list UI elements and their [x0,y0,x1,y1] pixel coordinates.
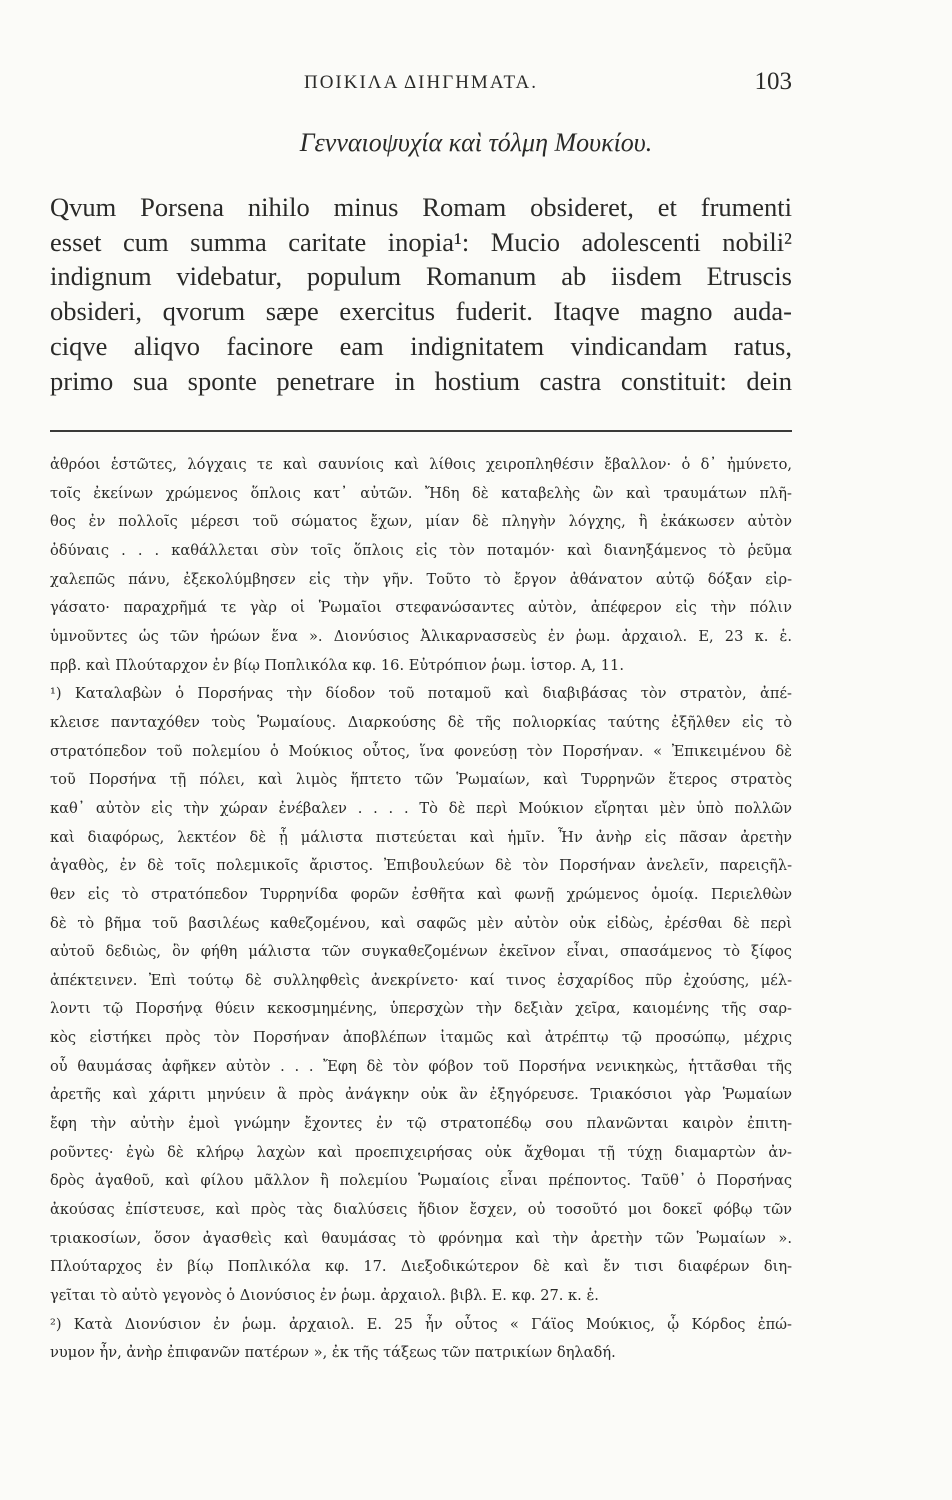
footnote-1-line: καὶ διαφόρως, λεκτέον δὲ ᾗ μάλιστα πιστεύεται καὶ ἡμῖν. Ἦν ἀνὴρ εἰς πᾶσαν ἀρετὴν [50,828,792,846]
footnote-divider [50,430,792,432]
footnote-line: θος ἐν πολλοῖς μέρεσι τοῦ σώματος ἔχων, μίαν δὲ πληγὴν λόγχης, ἣ ἐκάκωσεν αὐτὸν [50,513,792,531]
latin-line: esset cum summa caritate inopia¹: Mucio adolescenti nobili² [50,226,792,257]
footnote-1-line: ἀρετῆς καὶ χάριτι μηνύειν ἃ πρὸς ἀνάγκην οὐκ ἂν ἐξηγόρευσε. Τριακόσιοι γὰρ Ῥωμαίων [50,1086,792,1104]
latin-line: ciqve aliqvo facinore eam indignitatem vindicandam ratus, [50,330,792,361]
footnote-1-line: καθ᾽ αὐτὸν εἰς τὴν χώραν ἐνέβαλεν . . . . Τὸ δὲ περὶ Μούκιον εἴρηται μὲν ὑπὸ πολλῶν [50,799,792,817]
footnote-line: γάσατο· παραχρῆμά τε γὰρ οἱ Ῥωμαῖοι στεφανώσαντες αὐτὸν, ἀπέφερον εἰς τὴν πόλιν [50,599,792,617]
footnote-1-line: αὐτοῦ δεδιὼς, ὃν φήθη μάλιστα τῶν συγκαθεζομένων ἐκεῖνον εἶναι, σπασάμενος τὸ ξίφος [50,943,792,961]
latin-paragraph [50,190,792,398]
footnote-1-line: κὸς εἱστήκει πρὸς τὸν Πορσήναν ἀποβλέπων ἰταμῶς καὶ ἀτρέπτῳ τῷ προσώπῳ, μέχρις [50,1029,792,1047]
footnote-1-line: ἔφη τὴν αὐτὴν ἐμοὶ γνώμην ἔχοντες ἐν τῷ στρατοπέδῳ σου πλανῶνται καιρὸν ἐπιτη- [50,1115,792,1133]
running-title: ΠΟΙΚΙΛΑ ΔΙΗΓΗΜΑΤΑ. [303,72,539,93]
footnote-2-line: ²) Κατὰ Διονύσιον ἐν ῥωμ. ἀρχαιολ. Ε. 25 ἦν οὗτος « Γάϊος Μούκιος, ᾧ Κόρδος ἐπώ- [50,1315,792,1333]
footnote-line: πρβ. καὶ Πλούταρχον ἐν βίῳ Ποπλικόλα κφ. 16. Εὐτρόπιον ῥωμ. ἱστορ. Α, 11. [50,656,624,674]
latin-line: indignum videbatur, populum Romanum ab iisdem Etruscis [50,261,792,292]
footnote-1-line: ἀπέκτεινεν. Ἐπὶ τούτῳ δὲ συλληφθεὶς ἀνεκρίνετο· καί τινος ἐσχαρίδος πῦρ ἐχούσης, μέλ- [50,971,792,989]
footnote-1-line: ἀγαθὸς, ἐν δὲ τοῖς πολεμικοῖς ἄριστος. Ἐπιβουλεύων δὲ τὸν Πορσήναν ἀνελεῖν, παρειςῆλ- [50,857,792,875]
footnote-1-line: θεν εἰς τὸ στρατόπεδον Τυρρηνίδα φορῶν ἐσθῆτα καὶ φωνῇ χρώμενος ὁμοίᾳ. Περιελθὼν [50,885,792,903]
footnote-1-line: ροῦντες· ἐγὼ δὲ κλήρῳ λαχὼν καὶ προεπιχειρήσας οὐκ ἄχθομαι τῇ τύχῃ διαμαρτὼν ἀν- [50,1143,792,1161]
page-number: 103 [754,68,792,95]
footnote-1-line: δὲ τὸ βῆμα τοῦ βασιλέως καθεζομένου, καὶ σαφῶς μὲν αὐτὸν οὐκ εἰδὼς, ἐρέσθαι δὲ περὶ [50,914,792,932]
footnote-1-line: δρὸς ἀγαθοῦ, καὶ φίλου μᾶλλον ἢ πολεμίου Ῥωμαίοις εἶναι πρέποντος. Ταῦθ᾽ ὁ Πορσήνας [50,1172,792,1190]
footnote-line: τοῖς ἐκείνων χρώμενος ὅπλοις κατ᾽ αὐτῶν. Ἤδη δὲ καταβελὴς ὢν καὶ τραυμάτων πλῆ- [50,484,792,502]
footnote-1-line: τριακοσίων, ὅσον ἀγασθεὶς καὶ θαυμάσας τὸ φρόνημα καὶ τὴν ἀρετὴν τῶν Ῥωμαίων ». [50,1229,792,1247]
latin-line: primo sua sponte penetrare in hostium castra constituit: dein [50,365,792,396]
footnote-1-line: ἀκούσας ἐπίστευσε, καὶ πρὸς τὰς διαλύσεις ἥδιον ἔσχεν, οὐ τοσοῦτό μοι δοκεῖ φόβῳ τῶν [50,1201,792,1219]
footnote-line: ὀδύναις . . . καθάλλεται σὺν τοῖς ὅπλοις εἰς τὸν ποταμόν· καὶ διανηξάμενος τὸ ῥεῦμα [50,541,792,559]
footnote-2-line: νυμον ἦν, ἀνὴρ ἐπιφανῶν πατέρων », ἐκ τῆς τάξεως τῶν πατρικίων δηλαδή. [50,1344,616,1362]
footnote-1-line: Πλούταρχος ἐν βίῳ Ποπλικόλα κφ. 17. Διεξοδικώτερον δὲ καὶ ἔν τισι διαφέρων διη- [50,1258,792,1276]
footnote-1-line: στρατόπεδον τοῦ πολεμίου ὁ Μούκιος οὗτος, ἵνα φονεύσῃ τὸν Πορσήναν. « Ἐπικειμένου δὲ [50,742,792,760]
section-title: Γενναιοψυχία καὶ τόλμη Μουκίου. [299,128,653,157]
running-head [50,68,792,108]
footnote-1-line: ¹) Καταλαβὼν ὁ Πορσήνας τὴν δίοδον τοῦ ποταμοῦ καὶ διαβιβάσας τὸν στρατὸν, ἀπέ- [50,685,792,703]
footnote-1-line: οὗ θαυμάσας ἀφῆκεν αὐτὸν . . . Ἔφη δὲ τὸν φόβον τοῦ Πορσήνα νενικηκὼς, ἡττᾶσθαι τῆς [50,1057,792,1075]
footnote-line: χαλεπῶς πάνυ, ἐξεκολύμβησεν εἰς τὴν γῆν. Τοῦτο τὸ ἔργον ἀθάνατον αὐτῷ δόξαν εἰρ- [50,570,792,588]
footnote-line: ἀθρόοι ἑστῶτες, λόγχαις τε καὶ σαυνίοις καὶ λίθοις χειροπληθέσιν ἔβαλλον· ὁ δ᾽ ἠμύνετο, [50,456,792,473]
footnote-1-line: λοντι τῷ Πορσήνᾳ θύειν κεκοσμημένης, ὑπερσχὼν τὴν δεξιὰν χεῖρα, καιομένης τῆς σαρ- [50,1000,792,1018]
footnote-1-line: κλεισε πανταχόθεν τοὺς Ῥωμαίους. Διαρκούσης δὲ τῆς πολιορκίας ταύτης ἐξῆλθεν εἰς τὸ [50,713,792,731]
latin-line: obsideri, qvorum sæpe exercitus fuderit. Itaqve magno auda- [50,296,792,327]
footnote-line: ὑμνοῦντες ὡς τῶν ἡρώων ἕνα ». Διονύσιος Ἀλικαρνασσεὺς ἐν ῥωμ. ἀρχαιολ. Ε, 23 κ. ἑ. [50,627,792,645]
footnote-1-line: γεῖται τὸ αὐτὸ γεγονὸς ὁ Διονύσιος ἐν ῥωμ. ἀρχαιολ. βιβλ. Ε. κφ. 27. κ. ἑ. [50,1287,599,1305]
footnote-1-line: τοῦ Πορσήνα τῇ πόλει, καὶ λιμὸς ἥπτετο τῶν Ῥωμαίων, καὶ Τυρρηνῶν ἕτερος στρατὸς [50,771,792,789]
latin-line: Qvum Porsena nihilo minus Romam obsideret, et frumenti [50,192,792,222]
footnotes [50,451,792,1368]
